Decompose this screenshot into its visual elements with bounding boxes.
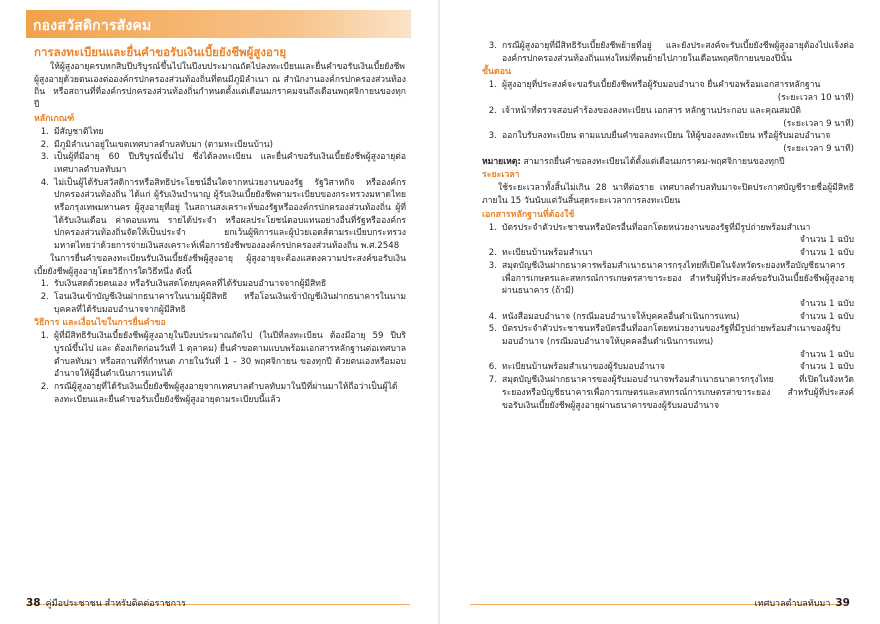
document-count: จำนวน 1 ฉบับ [799, 248, 854, 259]
document-item: 1. บัตรประจำตัวประชาชนหรือบัตรอื่นที่ออกโดยหน่วยงานของรัฐที่มีรูปถ่ายพร้อมสำเนา จำนวน 1 ฉบับ [488, 222, 854, 246]
step-item: 1. ผู้สูงอายุที่ประสงค์จะขอรับเบี้ยยังชีพหรือผู้รับมอบอำนาจ ยื่นคำขอพร้อมเอกสารหลักฐาน (ระยะเวลา 10 นาที) [488, 80, 854, 104]
page-number-right: 39 [835, 597, 850, 609]
step-time: (ระยะเวลา 10 นาที) [777, 93, 854, 104]
document-item: 2. ทะเบียนบ้านพร้อมสำเนา จำนวน 1 ฉบับ [488, 248, 854, 259]
condition-item: 3. กรณีผู้สูงอายุที่มีสิทธิรับเบี้ยยังชีพย้ายที่อยู่ และยังประสงค์จะรับเบี้ยยังชีพผู้สูงอายุต้องไปแจ้งต่อองค์กรปกครองส่วนท้องถิ่นแห่งใหม่ที่ตนย้ายไปภายในเดือนพฤศจิกายนของปีนั้น [488, 41, 854, 64]
payment-intro: ในการยื่นคำขอลงทะเบียนรับเงินเบี้ยยังชีพผู้สูงอายุ ผู้สูงอายุจะต้องแสดงความประสงค์ขอรับเงินเบี้ยยังชีพผู้สูงอายุโดยวิธีการใดวิธีหนึ่ง ดังนี้ [34, 253, 406, 277]
page-title: การลงทะเบียนและยื่นคำขอรับเงินเบี้ยยังชีพผู้สูงอายุ [34, 45, 287, 59]
step-item: 3. ออกใบรับลงทะเบียน ตามแบบยื่นคำขอลงทะเบียน ให้ผู้ของลงทะเบียน หรือผู้รับมอบอำนาจ (ระยะเวลา 9 นาที) [488, 131, 854, 154]
duration-heading: ระยะเวลา [482, 170, 520, 181]
conditions-heading: วิธีการ และเงื่อนไขในการยื่นคำขอ [34, 318, 166, 329]
footer-right-text: เทศบาลตำบลทับมา [754, 599, 831, 609]
footer-left [26, 596, 186, 610]
steps-heading: ขั้นตอน [482, 67, 512, 78]
document-count: จำนวน 1 ฉบับ [799, 235, 854, 246]
duration-text: ใช้ระยะเวลาทั้งสิ้นไม่เกิน 28 นาทีต่อราย เทศบาลตำบลทับมาจะปิดประกาศบัญชีรายชื่อผู้มีสิทธิภายใน 15 วันนับแต่วันสิ้นสุดระยะเวลาการลงทะเบียน [482, 183, 854, 207]
note-label: หมายเหตุ: [482, 156, 521, 167]
document-item: 7. สมุดบัญชีเงินฝากธนาคารของผู้รับมอบอำนาจพร้อมสำเนาธนาคารกรุงไทย ที่เปิดในจังหวัดระยองหรือบัญชีธนาคารเพื่อการเกษตรและสหกรณ์การเกษตรสาขาระยอง สำหรับผู้ที่ประสงค์ขอรับเงินเบี้ยยังชีพผู้สูงอายุผ่านธนาคารของผู้รับมอบอำนาจ [488, 375, 854, 411]
step-time: (ระยะเวลา 9 นาที) [783, 118, 854, 129]
page-number-left: 38 [26, 597, 41, 609]
payment-method-item: 2. โอนเงินเข้าบัญชีเงินฝากธนาคารในนามผู้มีสิทธิ หรือโอนเงินเข้าบัญชีเงินฝากธนาคารในนามบุคคลที่ได้รับมอบอำนาจจากผู้มีสิทธิ [40, 291, 406, 315]
criteria-item: 3. เป็นผู้ที่มีอายุ 60 ปีบริบูรณ์ขึ้นไป ซึ่งได้ลงทะเบียน และยื่นคำขอรับเงินเบี้ยยังชีพผู้สูงอายุต่อเทศบาลตำบลทับมา [40, 152, 406, 175]
documents-heading: เอกสารหลักฐานที่ต้องใช้ [482, 209, 575, 220]
step-time: (ระยะเวลา 9 นาที) [783, 143, 854, 154]
document-count: จำนวน 1 ฉบับ [799, 349, 854, 360]
condition-item: 2. กรณีผู้สูงอายุที่ได้รับเงินเบี้ยยังชีพผู้สูงอายุจากเทศบาลตำบลทับมาในปีที่ผ่านมาให้ถือว่าเป็นผู้ได้ลงทะเบียนและยื่นคำขอรับเบี้ยยังชีพผู้สูงอายุตามระเบียบนี้แล้ว [40, 382, 398, 405]
section-label: กองสวัสดิการสังคม [33, 18, 152, 34]
right-column [482, 40, 854, 412]
left-column [34, 45, 406, 407]
right-page [440, 0, 880, 624]
document-item: 3. สมุดบัญชีเงินฝากธนาคารพร้อมสำเนาธนาคารกรุงไทยที่เปิดในจังหวัดระยองหรือบัญชีธนาคารเพื่อการเกษตรและสหกรณ์การเกษตรสาขาระยอง สำหรับผู้ที่ประสงค์ขอรับเงินเบี้ยยังชีพผู้สูงอายุผ่านธนาคาร (ถ้ามี) จำนวน 1 ฉบับ [488, 260, 854, 309]
step-item: 2. เจ้าหน้าที่ตรวจสอบคำร้องของลงทะเบียน เอกสาร หลักฐานประกอบ และคุณสมบัติ (ระยะเวลา 9 นาที) [488, 105, 854, 129]
note-text: สามารถยื่นคำขอลงทะเบียนได้ตั้งแต่เดือนมกราคม-พฤศจิกายนของทุกปี [523, 156, 785, 167]
document-count: จำนวน 1 ฉบับ [799, 362, 854, 373]
criteria-item: 1. มีสัญชาติไทย [40, 126, 104, 137]
intro-paragraph: ให้ผู้สูงอายุครบหกสิบปีบริบูรณ์ขึ้นไปในปีงบประมาณถัดไปลงทะเบียนและยื่นคำขอรับเงินเบี้ยยังชีพผู้สูงอายุด้วยตนเองต่อองค์กรปกครองส่วนท้องถิ่นที่ตนมีภูมิลำเนา ณ สำนักงานองค์กรปกครองส่วนท้องถิ่น หรือสถานที่ที่องค์กรปกครองส่วนท้องถิ่นกำหนดตั้งแต่เดือนมกราคมจนถึงเดือนพฤศจิกายนของทุกปี [34, 62, 406, 111]
document-item: 4. หนังสือมอบอำนาจ (กรณีมอบอำนาจให้บุคคลอื่นดำเนินการแทน) จำนวน 1 ฉบับ [488, 311, 854, 322]
condition-item: 1. ผู้ที่มีสิทธิรับเงินเบี้ยยังชีพผู้สูงอายุในปีงบประมาณถัดไป (ในปีที่ลงทะเบียน ต้องมีอายุ 59 ปีบริบูรณ์ขึ้นไป และ ต้องเกิดก่อนวันที่ 1 ตุลาคม) ยื่นคำขอตามแบบพร้อมเอกสารหลักฐานต่อเทศบาลตำบลทับมา หรือสถานที่ที่กำหนด ภายในวันที่ 1 – 30 พฤศจิกายน ของทุกปี ด้วยตนเองหรือมอบอำนาจให้ผู้อื่นดำเนินการแทนได้ [40, 331, 406, 380]
document-item: 5. บัตรประจำตัวประชาชนหรือบัตรอื่นที่ออกโดยหน่วยงานของรัฐที่มีรูปถ่ายพร้อมสำเนาของผู้รับมอบอำนาจ (กรณีมอบอำนาจให้บุคคลอื่นดำเนินการแทน) จำนวน 1 ฉบับ [488, 324, 854, 360]
criteria-heading: หลักเกณฑ์ [34, 113, 75, 124]
criteria-item: 4. ไม่เป็นผู้ได้รับสวัสดิการหรือสิทธิประโยชน์อื่นใดจากหน่วยงานของรัฐ รัฐวิสาหกิจ หรือองค์กรปกครองส่วนท้องถิ่น ได้แก่ ผู้รับเงินบำนาญ ผู้รับเงินเบี้ยยังชีพตามระเบียบของกระทรวงมหาดไทย หรือกรุงเทพมหานคร ผู้สูงอายุที่อยู่ ในสถานสงเคราะห์ของรัฐหรือองค์กรปกครองส่วนท้องถิ่น ผู้ที่ได้รับเงินเดือน ค่าตอบแทน รายได้ประจำ หรือผลประโยชน์ตอบแทนอย่างอื่นที่รัฐหรือองค์กรปกครองส่วนท้องถิ่นจัดให้เป็นประจำ ยกเว้นผู้พิการและผู้ป่วยเอดส์ตามระเบียบกระทรวงมหาดไทยว่าด้วยการจ่ายเงินสงเคราะห์เพื่อการยังชีพขององค์กรปกครองส่วนท้องถิ่น พ.ศ.2548 [40, 177, 406, 252]
document-count: จำนวน 1 ฉบับ [799, 311, 854, 322]
footer-left-text: คู่มือประชาชน สำหรับติดต่อราชการ [45, 599, 186, 609]
document-count: จำนวน 1 ฉบับ [799, 298, 854, 309]
document-item: 6. ทะเบียนบ้านพร้อมสำเนาของผู้รับมอบอำนาจ จำนวน 1 ฉบับ [488, 362, 854, 373]
payment-method-item: 1. รับเงินสดด้วยตนเอง หรือรับเงินสดโดยบุคคลที่ได้รับมอบอำนาจจากผู้มีสิทธิ [40, 279, 327, 290]
section-banner [26, 10, 411, 38]
criteria-item: 2. มีภูมิลำเนาอยู่ในเขตเทศบาลตำบลทับมา (ตามทะเบียนบ้าน) [40, 139, 273, 150]
note [482, 156, 854, 169]
footer-right [755, 596, 850, 610]
